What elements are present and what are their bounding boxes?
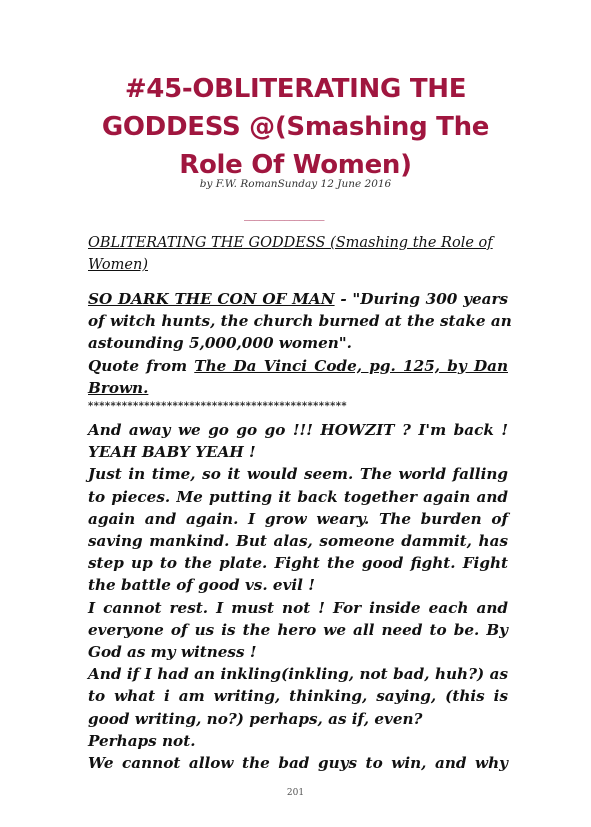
- quote-source-line-2: [88, 377, 508, 399]
- body-line: We cannot allow the bad guys to win, and why: [88, 754, 508, 773]
- quote-line-3: astounding 5,000,000 women".: [88, 334, 352, 353]
- title-line-3: Role Of Women): [179, 150, 412, 180]
- quote-line-1-rest: - "During 300 years: [334, 290, 508, 308]
- body-line: saving mankind. But alas, someone dammit, has: [88, 532, 508, 551]
- page-number: 201: [286, 788, 305, 798]
- body-line: And if I had an inkling(inkling, not bad, huh?) as: [88, 665, 508, 684]
- body-line: good writing, no?) perhaps, as if, even?: [88, 709, 423, 728]
- body-line: the battle of good vs. evil !: [88, 576, 315, 595]
- quote-line-1: [88, 288, 508, 310]
- body-line: to what i am writing, thinking, saying, (this is: [88, 687, 508, 706]
- body-line: step up to the plate. Fight the good fight. Fight: [88, 554, 508, 573]
- body-line: everyone of us is the hero we all need to be. By: [88, 620, 508, 639]
- body-line: God as my witness !: [88, 643, 257, 662]
- body-line: Perhaps not.: [88, 731, 196, 750]
- title-line-2: GODDESS @(Smashing The: [101, 112, 490, 142]
- star-separator: **********************************************: [88, 401, 347, 413]
- quote-line-2: of witch hunts, the church burned at the stake an: [88, 312, 512, 331]
- body-text: [88, 288, 512, 774]
- heading-line-2: Women): [88, 257, 148, 273]
- heading-line-1: OBLITERATING THE GODDESS (Smashing the Role of: [88, 235, 493, 251]
- title-line-1: #45-OBLITERATING THE: [124, 74, 467, 104]
- body-line: And away we go go go !!! HOWZIT ? I'm back !: [88, 421, 508, 440]
- quote-source-line: [88, 355, 508, 377]
- quote-source-title: The Da Vinci Code, pg. 125, by Dan: [194, 356, 508, 375]
- quote-source-prefix: Quote from: [88, 356, 195, 375]
- body-line: Just in time, so it would seem. The world falling: [88, 465, 508, 484]
- section-heading: [88, 232, 508, 276]
- body-line: again and again. I grow weary. The burden of: [88, 509, 508, 528]
- body-line: to pieces. Me putting it back together again and: [88, 487, 508, 506]
- byline: by F.W. RomanSunday 12 June 2016: [199, 178, 392, 190]
- body-line: YEAH BABY YEAH !: [88, 443, 256, 462]
- quote-label: SO DARK THE CON OF MAN: [88, 290, 335, 308]
- body-line: I cannot rest. I must not ! For inside each and: [88, 598, 508, 617]
- page-title: [40, 70, 551, 184]
- quote-source-title-end: Brown.: [88, 378, 149, 397]
- divider-line: ________________: [244, 208, 324, 221]
